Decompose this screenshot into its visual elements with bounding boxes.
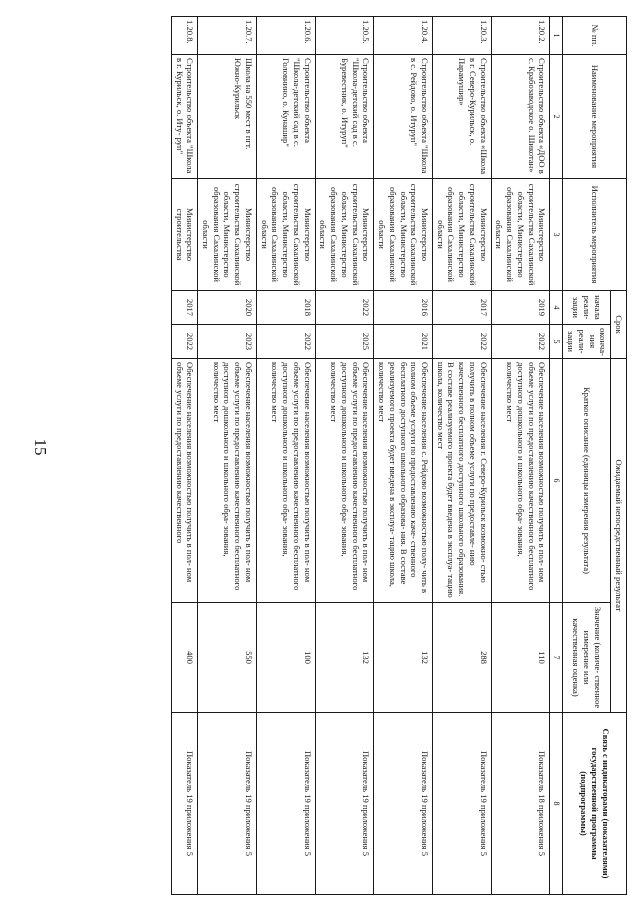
column-number: 1 xyxy=(550,17,563,55)
row-name: Строительство объекта "Школа в с. Рейдово, о. Итуруп" xyxy=(374,55,433,179)
row-executor: Министерство строительства xyxy=(171,179,197,291)
row-name: Строительство объекта "Школа-детский сад в с. Головнино, о. Кунашир" xyxy=(256,55,315,179)
row-value: 400 xyxy=(171,603,197,713)
row-executor: Министерство строительства Сахалинской области, Министерство образования Сахалинской области xyxy=(432,179,491,291)
row-link: Показатель 19 приложения 5 xyxy=(374,713,433,895)
row-link: Показатель 19 приложения 5 xyxy=(198,713,257,895)
header-start: начала реали- зации xyxy=(563,291,611,325)
row-desc: Обеспечение населения возможностью получить в пол- ном объеме услуги по предоставлению качественного бесплатного доступного дошкольного и школьного обра- зования, количество мест xyxy=(256,359,315,603)
row-value: 132 xyxy=(315,603,374,713)
row-end: 2021 xyxy=(374,325,433,359)
row-num: 1.20.5. xyxy=(315,17,374,55)
row-start: 2016 xyxy=(374,291,433,325)
row-desc: Обеспечение населения возможностью получить в пол- ном объеме услуги по предоставлению качественного бесплатного доступного дошкольного и школьного обра- зования, количество мест xyxy=(315,359,374,603)
row-link: Показатель 19 приложения 5 xyxy=(256,713,315,895)
row-executor: Министерство строительства Сахалинской области, Министерство образования Сахалинской области xyxy=(374,179,433,291)
row-desc: Обеспечение населения с. Рейдово возможностью полу- чить в полном объеме услуги по предоставлению каче- ственного бесплатного доступного школьного образова- ния. В составе реализуемого проекта будет введена в эксплуа- тацию школа, количество мест xyxy=(374,359,433,603)
header-desc: Краткое описание (единицы измерения результата) xyxy=(563,359,611,603)
column-number: 3 xyxy=(550,179,563,291)
table-row xyxy=(315,17,374,895)
row-num: 1.20.2. xyxy=(491,17,550,55)
row-value: 100 xyxy=(256,603,315,713)
row-end: 2022 xyxy=(491,325,550,359)
row-name: Школа на 550 мест в пгт. Южно-Курильск xyxy=(198,55,257,179)
column-number-row xyxy=(550,17,563,895)
row-num: 1.20.8. xyxy=(171,17,197,55)
header-executor: Исполнитель мероприятия xyxy=(563,179,627,291)
row-start: 2020 xyxy=(198,291,257,325)
header-name: Наименование мероприятия xyxy=(563,55,627,179)
row-start: 2017 xyxy=(432,291,491,325)
row-name: Строительство объекта "Школа-детский сад в с. Буревестник, о. Итуруп" xyxy=(315,55,374,179)
program-activities-table xyxy=(171,16,627,895)
row-end: 2022 xyxy=(256,325,315,359)
row-num: 1.20.6. xyxy=(256,17,315,55)
header-num: № пп. xyxy=(563,17,627,55)
row-desc: Обеспечение населения возможностью получить в пол- ном объеме услуги по предоставлению качественного xyxy=(171,359,197,603)
row-name: Строительство объекта «ДОО в с. Крабозаводское о. Шикотан» xyxy=(491,55,550,179)
row-desc: Обеспечение населения г. Северо-Курильск возможно- стью получить в полном объеме услуги по предоставле- нию качественного бесплатного доступного школьного образования. В составе реализуемого проекта будет введена в эксплуа- тацию школа, количество мест xyxy=(432,359,491,603)
rotated-table-container xyxy=(78,16,627,894)
row-desc: Обеспечение населения возможностью получить в пол- ном объеме услуги по предоставлению качественного бесплатного доступного дошкольного и школьного обра- зования, количество мест xyxy=(491,359,550,603)
column-number: 4 xyxy=(550,291,563,325)
row-value: 550 xyxy=(198,603,257,713)
row-num: 1.20.3. xyxy=(432,17,491,55)
row-value: 132 xyxy=(374,603,433,713)
row-start: 2018 xyxy=(256,291,315,325)
row-link: Показатель 19 приложения 5 xyxy=(315,713,374,895)
row-num: 1.20.4. xyxy=(374,17,433,55)
row-link: Показатель 19 приложения 5 xyxy=(432,713,491,895)
row-end: 2023 xyxy=(198,325,257,359)
table-row xyxy=(374,17,433,895)
row-start: 2022 xyxy=(315,291,374,325)
page-number: 15 xyxy=(31,438,50,456)
row-executor: Министерство строительства Сахалинской области, Министерство образования Сахалинской области xyxy=(198,179,257,291)
header-term: Срок xyxy=(611,291,627,359)
table-row xyxy=(198,17,257,895)
row-name: Строительство объекта "Школа в г. Курильск, о. Иту- руп" xyxy=(171,55,197,179)
header-end: оконча- ния реали- зации xyxy=(563,325,611,359)
column-number: 6 xyxy=(550,359,563,603)
row-end: 2022 xyxy=(432,325,491,359)
row-desc: Обеспечение населения возможностью получить в пол- ном объеме услуги по предоставлению качественного бесплатного доступного дошкольного и школьного обра- зования, количество мест xyxy=(198,359,257,603)
row-start: 2019 xyxy=(491,291,550,325)
row-value: 110 xyxy=(491,603,550,713)
column-number: 7 xyxy=(550,603,563,713)
table-row xyxy=(256,17,315,895)
row-executor: Министерство строительства Сахалинской области, Министерство образования Сахалинской области xyxy=(491,179,550,291)
row-name: Строительство объекта «Школа в г. Северо-Курильск, о. Парамушир» xyxy=(432,55,491,179)
row-link: Показатель 19 приложения 5 xyxy=(171,713,197,895)
row-link: Показатель 18 приложения 5 xyxy=(491,713,550,895)
header-value: Значение (количе- ственное измерение или качественная оценка) xyxy=(563,603,611,713)
table-row xyxy=(432,17,491,895)
table-row xyxy=(491,17,550,895)
column-number: 5 xyxy=(550,325,563,359)
row-executor: Министерство строительства Сахалинской области, Министерство образования Сахалинской области xyxy=(315,179,374,291)
row-end: 2025 xyxy=(315,325,374,359)
row-executor: Министерство строительства Сахалинской области, Министерство образования Сахалинской области xyxy=(256,179,315,291)
table-row xyxy=(171,17,197,895)
row-value: 288 xyxy=(432,603,491,713)
row-end: 2022 xyxy=(171,325,197,359)
column-number: 8 xyxy=(550,713,563,895)
header-result: Ожидаемый непосредственный результат xyxy=(611,359,627,713)
row-num: 1.20.7. xyxy=(198,17,257,55)
header-link: Связь с индикаторами (показателями) государственной программы (подпрограммы) xyxy=(563,713,627,895)
column-number: 2 xyxy=(550,55,563,179)
row-start: 2017 xyxy=(171,291,197,325)
